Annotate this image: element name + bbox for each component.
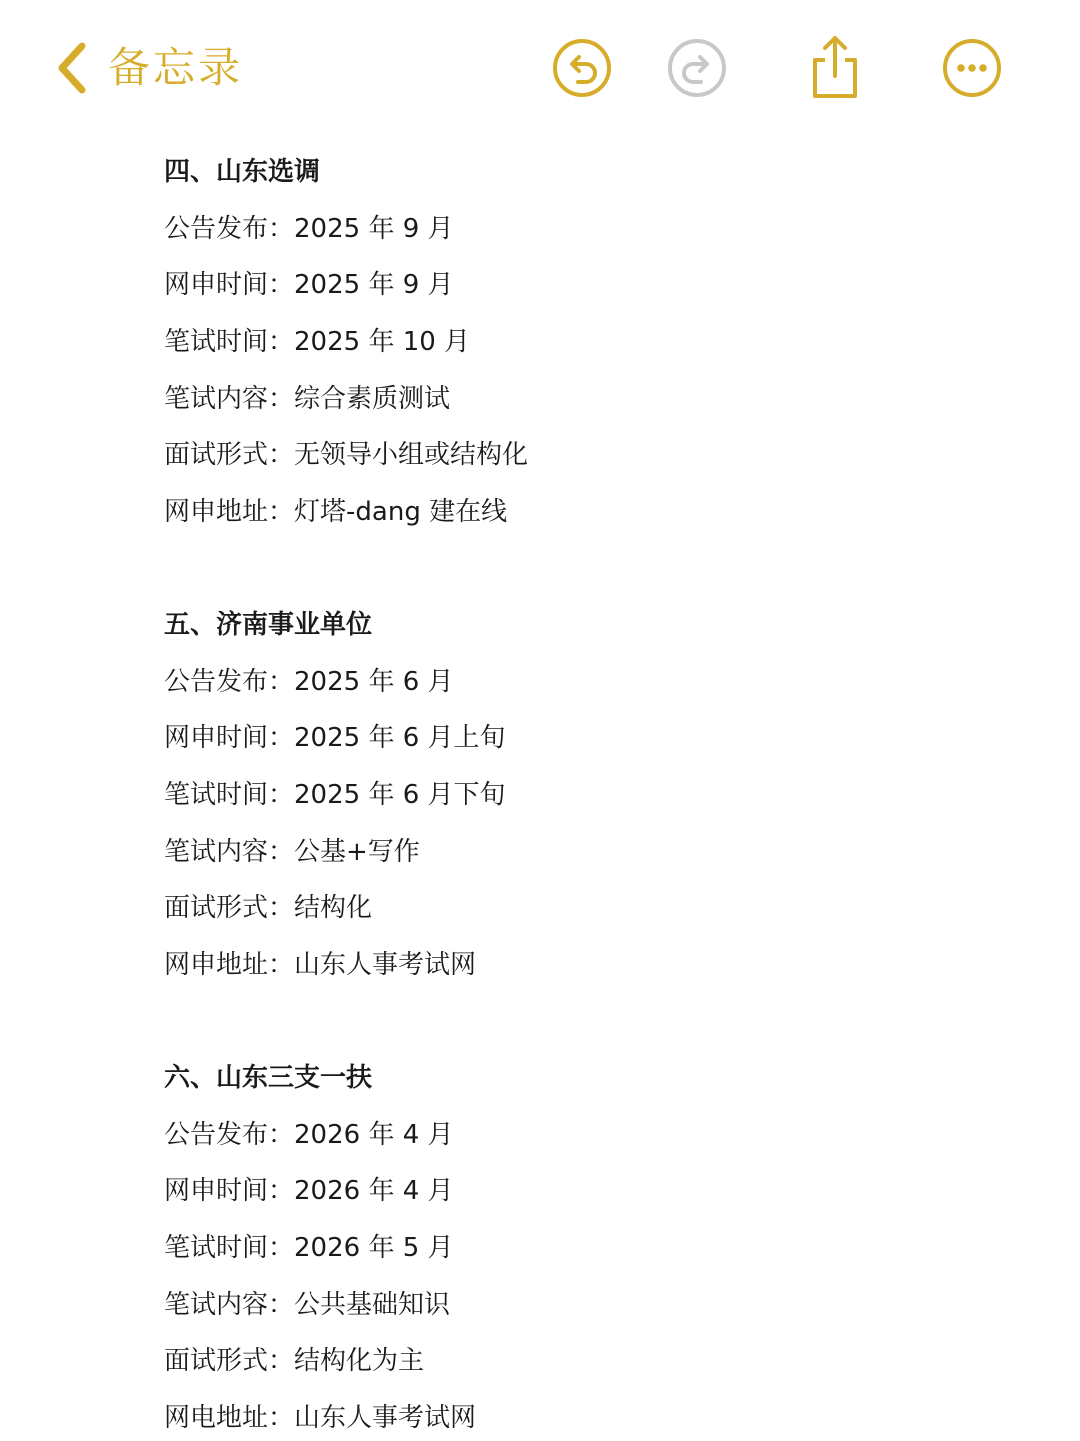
line-value: 2025 年 6 月下旬: [294, 780, 506, 810]
line-label: 网申地址：: [164, 497, 295, 527]
note-line: [164, 381, 450, 417]
line-label: 公告发布：: [164, 667, 295, 697]
note-line: [164, 1230, 454, 1266]
section-heading: 六、山东三支一扶: [164, 1063, 373, 1093]
note-line: [164, 1287, 450, 1323]
more-button[interactable]: [940, 36, 1004, 100]
note-line: [164, 1117, 454, 1153]
chevron-left-icon: [52, 38, 92, 98]
undo-icon: [550, 36, 614, 100]
line-label: 笔试内容：: [164, 384, 295, 414]
note-line: [164, 720, 506, 756]
line-value: 2026 年 4 月: [294, 1120, 454, 1150]
note-line: [164, 664, 454, 700]
line-value: 公基+写作: [294, 837, 420, 867]
note-line: [164, 1343, 424, 1379]
note-line: [164, 494, 507, 530]
note-line: [164, 324, 470, 360]
note-line: [164, 947, 476, 983]
share-icon: [803, 36, 867, 100]
line-value: 2025 年 10 月: [294, 327, 471, 357]
line-label: 公告发布：: [164, 214, 295, 244]
more-icon: [940, 36, 1004, 100]
note-line: [164, 1400, 476, 1436]
line-value: 山东人事考试网: [294, 1403, 477, 1433]
note-line: [164, 211, 454, 247]
line-label: 笔试时间：: [164, 327, 295, 357]
line-label: 笔试时间：: [164, 780, 295, 810]
note-line: [164, 437, 528, 473]
back-button[interactable]: [52, 36, 243, 100]
line-label: 笔试内容：: [164, 1290, 295, 1320]
line-value: 2025 年 6 月上旬: [294, 723, 506, 753]
line-label: 面试形式：: [164, 440, 295, 470]
note-line: [164, 834, 420, 870]
undo-button[interactable]: [550, 36, 614, 100]
line-value: 综合素质测试: [294, 384, 451, 414]
line-label: 网申时间：: [164, 1176, 295, 1206]
redo-button[interactable]: [665, 36, 729, 100]
line-value: 2026 年 4 月: [294, 1176, 454, 1206]
note-line: [164, 777, 506, 813]
line-label: 网申地址：: [164, 950, 295, 980]
line-label: 网申时间：: [164, 270, 295, 300]
line-label: 网申时间：: [164, 723, 295, 753]
line-value: 结构化为主: [294, 1346, 425, 1376]
line-label: 面试形式：: [164, 1346, 295, 1376]
line-value: 灯塔-dang 建在线: [294, 497, 508, 527]
share-button[interactable]: [803, 36, 867, 100]
line-value: 2025 年 9 月: [294, 214, 454, 244]
note-line: [164, 1173, 454, 1209]
note-line: [164, 267, 454, 303]
notes-toolbar: [0, 0, 1080, 130]
line-value: 2025 年 6 月: [294, 667, 454, 697]
line-label: 笔试时间：: [164, 1233, 295, 1263]
line-value: 无领导小组或结构化: [294, 440, 529, 470]
section-heading: 五、济南事业单位: [164, 610, 373, 640]
note-line: [164, 890, 372, 926]
line-label: 网电地址：: [164, 1403, 295, 1433]
line-value: 2026 年 5 月: [294, 1233, 454, 1263]
section-heading: 四、山东选调: [164, 157, 321, 187]
redo-icon: [665, 36, 729, 100]
line-value: 结构化: [294, 893, 373, 923]
line-label: 公告发布：: [164, 1120, 295, 1150]
line-label: 笔试内容：: [164, 837, 295, 867]
line-value: 2025 年 9 月: [294, 270, 454, 300]
line-value: 公共基础知识: [294, 1290, 451, 1320]
line-value: 山东人事考试网: [294, 950, 477, 980]
back-label: 备忘录: [108, 43, 244, 92]
line-label: 面试形式：: [164, 893, 295, 923]
